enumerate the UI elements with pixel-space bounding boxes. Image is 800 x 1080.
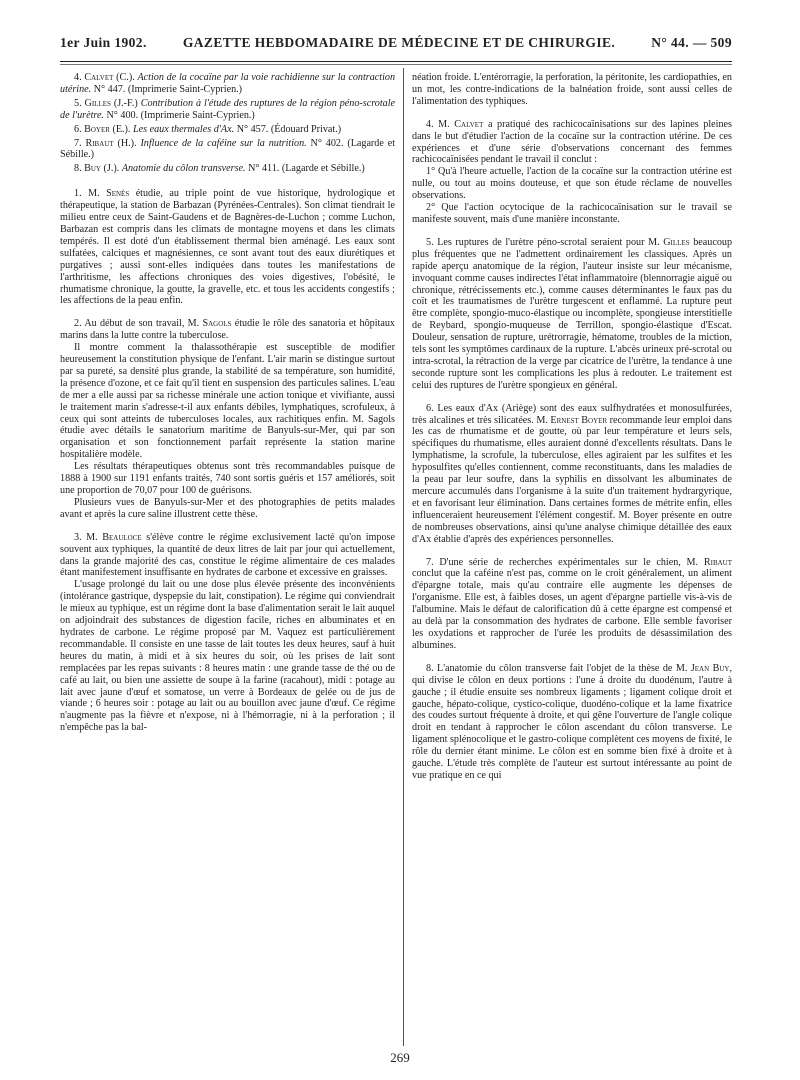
reference-author: Boyer (E.). xyxy=(84,123,131,135)
paragraph-gap xyxy=(60,307,395,318)
paragraph-lead: 8. L'anatomie du côlon transverse fait l'objet de la thèse de M. xyxy=(426,662,691,674)
reference-entry xyxy=(60,72,395,96)
author-name: Jean Buy xyxy=(690,662,730,674)
author-name: Senès xyxy=(106,188,130,200)
paragraph-text: recommande leur emploi dans les cas de rhumatisme et de goutte, où par leur température et leurs sels, spécifiques du rhumatisme, elles auraient donné d'excellents résultats. Dans le lymphatisme, la scrofule, la tuberculose, elles agiraient par les sulfites et les hyposulfites qu'elles contiennent, comme reconstituants, dans les maladies de la peau par leur soufre, dans la syphilis en dissolvant les albuminates de mercure accumulés dans l'organisme à la suite d'un traitement hydrargyrique, et en favorisant leur élimination. Dans certaines formes de métrite enfin, elles influenceraient heureusement l'élément congestif. M. Boyer présente en outre de nombreuses observations, ainsi qu'une analyse chimique détaillée des eaux d'Ax établie d'après des expériences personnelles. xyxy=(412,414,733,545)
left-column xyxy=(60,72,395,734)
body-paragraph xyxy=(412,166,732,202)
paragraph-text: étudie le rôle des sanatoria et hôpitaux marins dans la lutte contre la tuberculose. xyxy=(60,318,395,342)
reference-details: N° 411. (Lagarde et Sébille.) xyxy=(245,163,365,175)
paragraph-text: Plusieurs vues de Banyuls-sur-Mer et des photographies de petits malades avant et après la cure saline illustrent cette thèse. xyxy=(60,496,395,520)
paragraph-text: s'élève contre le régime exclusivement lacté qu'on impose souvent aux typhiques, la quantité de deux litres de lait par jour qui actuellement, dans la grande majorité des cas, constitue le régime alimentaire de ces malades étant manifestement insuffisante en hydrates de carbone et excessive en graisses. xyxy=(60,531,395,579)
paragraph-lead: 4. M. xyxy=(426,118,455,130)
paragraph-gap xyxy=(60,521,395,532)
paragraph-gap xyxy=(412,108,732,119)
paragraph-gap xyxy=(412,546,732,557)
paragraph-text: , qui divise le côlon en deux portions : l'une à droite du duodénum, l'autre à gauche ; il étudie ensuite ses nombreux ligaments ; ligament colique droit et gauche, hépato-colique, cystico-colique, duodéno-colique et la lame fixatrice des coudes surtout fréquente à droite, et qui gêne l'ouverture de l'angle colique droit en tendant à rapprocher le côlon ascendant du côlon transverse. Le ligament splénocolique et le gastro-colique complètent ces moyens de fixité, le rôle du dernier étant minime. Le côlon est en somme bien fixé à droite et à gauche. L'étude très complète de l'auteur est surtout intéressante au point de vue pratique en ce qui xyxy=(412,662,732,781)
body-paragraph xyxy=(60,497,395,521)
reference-number: 5. xyxy=(74,97,82,109)
reference-entry xyxy=(60,98,395,122)
reference-details: N° 447. (Imprimerie Saint-Cyprien.) xyxy=(91,83,243,95)
reference-entry xyxy=(60,124,395,136)
body-paragraph xyxy=(60,342,395,461)
journal-title: GAZETTE HEBDOMADAIRE DE MÉDECINE ET DE CHIRURGIE. xyxy=(182,35,616,50)
reference-title: Les eaux thermales d'Ax. xyxy=(133,123,235,135)
reference-entry xyxy=(60,138,395,162)
reference-number: 4. xyxy=(74,72,82,83)
body-paragraph xyxy=(412,202,732,226)
paragraph-text: beaucoup plus fréquentes que ne l'admettent ordinairement les classiques. Après un rapide aperçu anatomique de la région, l'auteur insiste sur leur mécanisme, invoquant comme causes indirectes l'état inflammatoire (blennorragie aiguë ou chronique, rétrécissements etc.), comme causes déterminantes le faux pas du coït et les traumatismes de l'urètre turgescent et enflammé. La rupture peut être complète, spongio-muco-élastique ou incomplète, spongieuse interstitielle de Reybard, spongio-muqueuse de Terrillon, spongio-élastique d'Escat. Douleur, sensation de rupture, urétrorragie, hématome, troubles de la miction, tels sont les symptômes cardinaux de la rupture. L'abcès urineux pré-scrotal ou intra-scrotal, la rétraction de la verge par cicatrice de l'urètre, la tendance à une seconde rupture sont les complications les plus à redouter. Le traitement est celui des ruptures de l'urètre spongieux en général. xyxy=(412,236,733,391)
reference-title: Contribution à l'étude des ruptures de la région péno-scrotale de l'urètre. xyxy=(60,97,396,121)
body-paragraph xyxy=(412,119,732,167)
paragraph-gap xyxy=(412,392,732,403)
paragraph-lead: 1. M. xyxy=(74,188,107,200)
body-paragraph xyxy=(412,663,732,782)
reference-details: N° 457. (Édouard Privat.) xyxy=(234,123,342,135)
reference-title: Anatomie du côlon transverse. xyxy=(121,163,246,175)
paragraph-lead: 3. M. xyxy=(74,531,103,543)
paragraph-text: néation froide. L'entérorragie, la perforation, la péritonite, les cardiopathies, en un mot, les contre-indications de la balnéation froide, sont aussi celles de l'alimentation des typhiques. xyxy=(412,72,732,107)
reference-number: 8. xyxy=(74,163,82,175)
issue-date: 1er Juin 1902. xyxy=(60,35,147,50)
reference-number: 6. xyxy=(74,123,82,135)
reference-author: Gilles (J.-F.) xyxy=(84,97,138,109)
paragraph-text: conclut que la caféine n'est pas, comme on le croit généralement, un aliment d'épargne totale, mais qu'au contraire elle augmente les dépenses de l'organisme. Elle est, à faibles doses, un agent d'épargne partielle vis-à-vis de l'albumine. Mais le défaut de calorification dû à cette épargne est compensé et au delà par la consommation des hydrates de carbone. Elle semble favoriser les oxydations et rapprocher de l'urée les produits de désassimilation des albumines. xyxy=(412,568,732,651)
paragraph-lead: 7. D'une série de recherches expérimentales sur le chien, M. xyxy=(426,556,704,568)
paragraph-text: étudie, au triple point de vue historique, hydrologique et thérapeutique, la station de Barbazan (Pyrénées-Centrales). Son climat tiendrait le milieu entre ceux de Saint-Gaudens et de Bagnères-de-Luchon ; comme Luchon, Barbazan est compris dans les climats de montagne moyens et dans les climats tempérés. Il est doté d'un établissement thermal bien aménagé. Les eaux sont sulfatées, calciques et magnésiennes, ce sont avant tout des eaux diurétiques et purgatives ; aussi sont-elles indiquées dans toutes les manifestations de l'arthritisme, les affections chroniques des voies digestives, l'obésité, le rhumatisme chronique, la goutte, la gravelle, etc. et tous les accidents congestifs ; les affections de la peau enfin. xyxy=(60,188,395,307)
issue-number-page: N° 44. — 509 xyxy=(651,35,732,50)
paragraph-lead: 2. Au début de son travail, M. xyxy=(74,318,203,330)
reference-author: Buy (J.). xyxy=(84,163,120,175)
paragraph-gap xyxy=(412,226,732,237)
author-name: Beauloce xyxy=(102,531,142,543)
paragraph-gap xyxy=(60,177,395,188)
body-paragraph xyxy=(412,557,732,652)
paragraph-text: a pratiqué des rachicocaïnisations sur des lapines pleines dans le but d'étudier l'action de la cocaïne sur la contraction utérine. De ces expériences et d'une série d'observations concernant des femmes rachicocaïnisées pendant le travail il conclut : xyxy=(412,118,732,166)
running-header xyxy=(60,35,732,61)
reference-details: N° 400. (Imprimerie Saint-Cyprien.) xyxy=(103,109,255,121)
body-paragraph xyxy=(60,532,395,580)
paragraph-lead: 6. Les eaux d'Ax (Ariège) sont des eaux sulfhydratées et monosulfurées, très alcalines et très silicatées. M. xyxy=(412,402,732,426)
reference-entry xyxy=(60,163,395,175)
reference-details: N° 402. (Lagarde et Sébille.) xyxy=(60,137,396,161)
paragraph-gap xyxy=(412,652,732,663)
reference-title: Action de la cocaïne par la voie rachidienne sur la contraction utérine. xyxy=(60,72,396,95)
header-rule-thin xyxy=(60,64,732,65)
author-name: Ernest Boyer xyxy=(550,414,608,426)
author-name: Gilles xyxy=(663,236,690,248)
paragraph-text: Les résultats thérapeutiques obtenus sont très recommandables puisque de 1888 à 1900 sur 1191 enfants traités, 740 sont sortis guéris et 157 améliorés, soit une proportion de 70,07 pour 100 de guérisons. xyxy=(60,461,395,496)
body-paragraph xyxy=(60,579,395,734)
reference-author: Ribaut (H.). xyxy=(85,137,137,149)
paragraph-text: Il montre comment la thalassothérapie est susceptible de modifier heureusement la constitution physique de l'enfant. L'air marin se distingue surtout par sa pureté, sa densité plus grande, la stabilité de sa température, son humidité, la présence d'ozone, et ce fait qu'il tient en suspension des particules salines. L'eau de mer a elle aussi par sa richesse minérale une action tonique et vivifiante, aussi le traitement marin s'adresse-t-il aux enfants débiles, lymphatiques, scrofuleux, à ceux qui sont atteints de tuberculoses locales, aux rachitiques enfin. M. Sagols étudie avec détails le sanatorium maritime de Banyuls-sur-Mer, qui par son organisation et son fonctionnement parfait représente la station marine hospitalière modèle. xyxy=(60,342,395,461)
paragraph-lead: 5. Les ruptures de l'urètre péno-scrotal seraient pour M. xyxy=(426,236,664,248)
paragraph-text: 2° Que l'action ocytocique de la rachicocaïnisation sur le travail se manifeste souvent, mais d'une manière inconstante. xyxy=(412,202,732,225)
author-name: Ribaut xyxy=(703,556,732,568)
paragraph-text: 1° Qu'à l'heure actuelle, l'action de la cocaïne sur la contraction utérine est nulle, ou tout au moins douteuse, et que son étude réclame de nouvelles observations. xyxy=(412,166,732,202)
body-paragraph xyxy=(60,318,395,342)
page-folio: 269 xyxy=(390,1050,410,1065)
body-paragraph xyxy=(412,237,732,392)
author-name: Sagols xyxy=(202,318,232,330)
reference-title: Influence de la caféine sur la nutrition. xyxy=(140,137,307,149)
reference-number: 7. xyxy=(74,137,82,149)
body-paragraph xyxy=(412,403,732,546)
body-paragraph xyxy=(60,461,395,497)
paragraph-text: L'usage prolongé du lait ou une dose plus élevée présente des inconvénients (intolérance gastrique, dyspepsie du lait, constipation). Le régime qui conviendrait le mieux au typhique, est un régime dont la base d'alimentation serait le lait auquel on adjoindrait des substances de digestion facile, riches en albuminates et en hydrates de carbone. Le régime proposé par M. Vaquez est particulièrement recommandable. Il consiste en une tasse de lait toutes les deux heures, sauf à huit heures du matin, à midi et à six heures du soir, où les prises de lait sont remplacées par les repas suivants : 8 heures matin : une grande tasse de thé ou de café au lait, ou bien une assiette de soupe à la farine (racahout), midi : potage au lait avec jaune d'œuf et somatose, un verre à Bordeaux de gelée ou de jus de viande ; 6 heures soir : potage au lait ou au bouillon avec jaune d'œuf. Ce régime n'augmente pas la fièvre et n'expose, ni à l'hémorragie, ni à la perforation ; il n'empêche pas la bal- xyxy=(60,579,396,734)
body-paragraph xyxy=(412,72,732,108)
body-paragraph xyxy=(60,188,395,307)
column-divider xyxy=(403,68,404,1046)
header-rule xyxy=(60,61,732,62)
author-name: Calvet xyxy=(454,118,484,130)
right-column xyxy=(412,72,732,782)
reference-author: Calvet (C.). xyxy=(84,72,135,83)
